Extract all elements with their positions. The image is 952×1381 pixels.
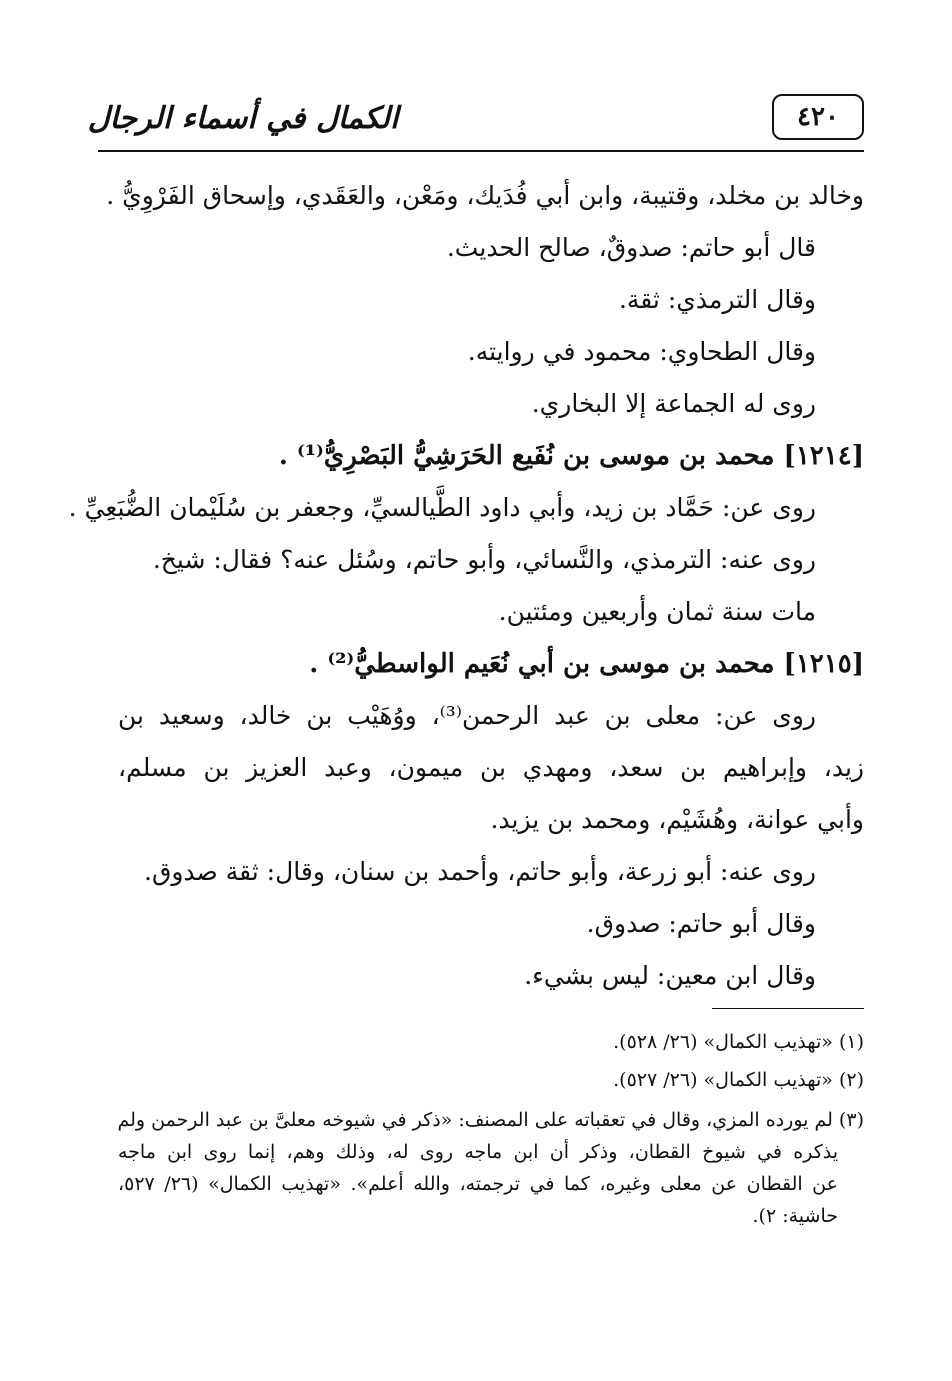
text-line: زيد، وإبراهيم بن سعد، ومهدي بن ميمون، وعبد العزيز بن مسلم، [118, 753, 864, 782]
footnote-line: (٢) «تهذيب الكمال» (٢٦/ ٥٢٧). [613, 1069, 864, 1091]
text-line: وخالد بن مخلد، وقتيبة، وابن أبي فُدَيك، ومَعْن، والعَقَدي، وإسحاق الفَرْوِيُّ . [106, 181, 864, 210]
text-line: وقال أبو حاتم: صدوق. [586, 909, 816, 938]
text-line: روى عنه: أبو زرعة، وأبو حاتم، وأحمد بن سنان، وقال: ثقة صدوق. [144, 857, 816, 886]
entry-heading-1215: [١٢١٥] محمد بن موسى بن أبي نُعَيم الواسطيُّ⁽²⁾ . [309, 649, 864, 679]
footnote-line: يذكره في شيوخ القطان، وذكر أن ابن ماجه روى له، وذلك وهم، إنما روى ابن ماجه [118, 1141, 838, 1163]
text-line: وقال الطحاوي: محمود في روايته. [467, 337, 816, 366]
footnote-line: عن القطان عن معلى وغيره، كما في ترجمته، والله أعلم». «تهذيب الكمال» (٢٦/ ٥٢٧، [118, 1173, 838, 1195]
text-line: روى عن: معلى بن عبد الرحمن⁽³⁾، ووُهَيْب بن خالد، وسعيد بن [118, 701, 817, 730]
text-line: مات سنة ثمان وأربعين ومئتين. [498, 597, 816, 626]
book-title: الكمال في أسماء الرجال [87, 100, 399, 136]
footnote-separator [712, 1008, 864, 1009]
text-line: وأبي عوانة، وهُشَيْم، ومحمد بن يزيد. [490, 805, 864, 834]
entry-heading-1214: [١٢١٤] محمد بن موسى بن نُفَيع الحَرَشِيُّ البَصْرِيُّ⁽¹⁾ . [278, 441, 864, 471]
text-line: وقال ابن معين: ليس بشيء. [524, 961, 816, 990]
text-line: وقال الترمذي: ثقة. [618, 285, 816, 314]
text-line: روى عنه: الترمذي، والنَّسائي، وأبو حاتم، وسُئل عنه؟ فقال: شيخ. [152, 545, 816, 574]
footnote-line: (٣) لم يورده المزي، وقال في تعقباته على المصنف: «ذكر في شيوخه معلىَّ بن عبد الرحمن ولم [117, 1109, 864, 1131]
footnote-line: (١) «تهذيب الكمال» (٢٦/ ٥٢٨). [613, 1031, 864, 1053]
page-header [87, 88, 864, 152]
page-number: ٤٢٠ [772, 94, 864, 140]
text-line: قال أبو حاتم: صدوقٌ، صالح الحديث. [446, 233, 816, 262]
text-line: روى عن: حَمَّاد بن زيد، وأبي داود الطَّيالسيِّ، وجعفر بن سُلَيْمان الضُّبَعِيِّ . [68, 493, 816, 522]
text-line: روى له الجماعة إلا البخاري. [531, 389, 816, 418]
footnote-line: حاشية: ٢). [752, 1205, 838, 1227]
header-rule [98, 150, 864, 152]
